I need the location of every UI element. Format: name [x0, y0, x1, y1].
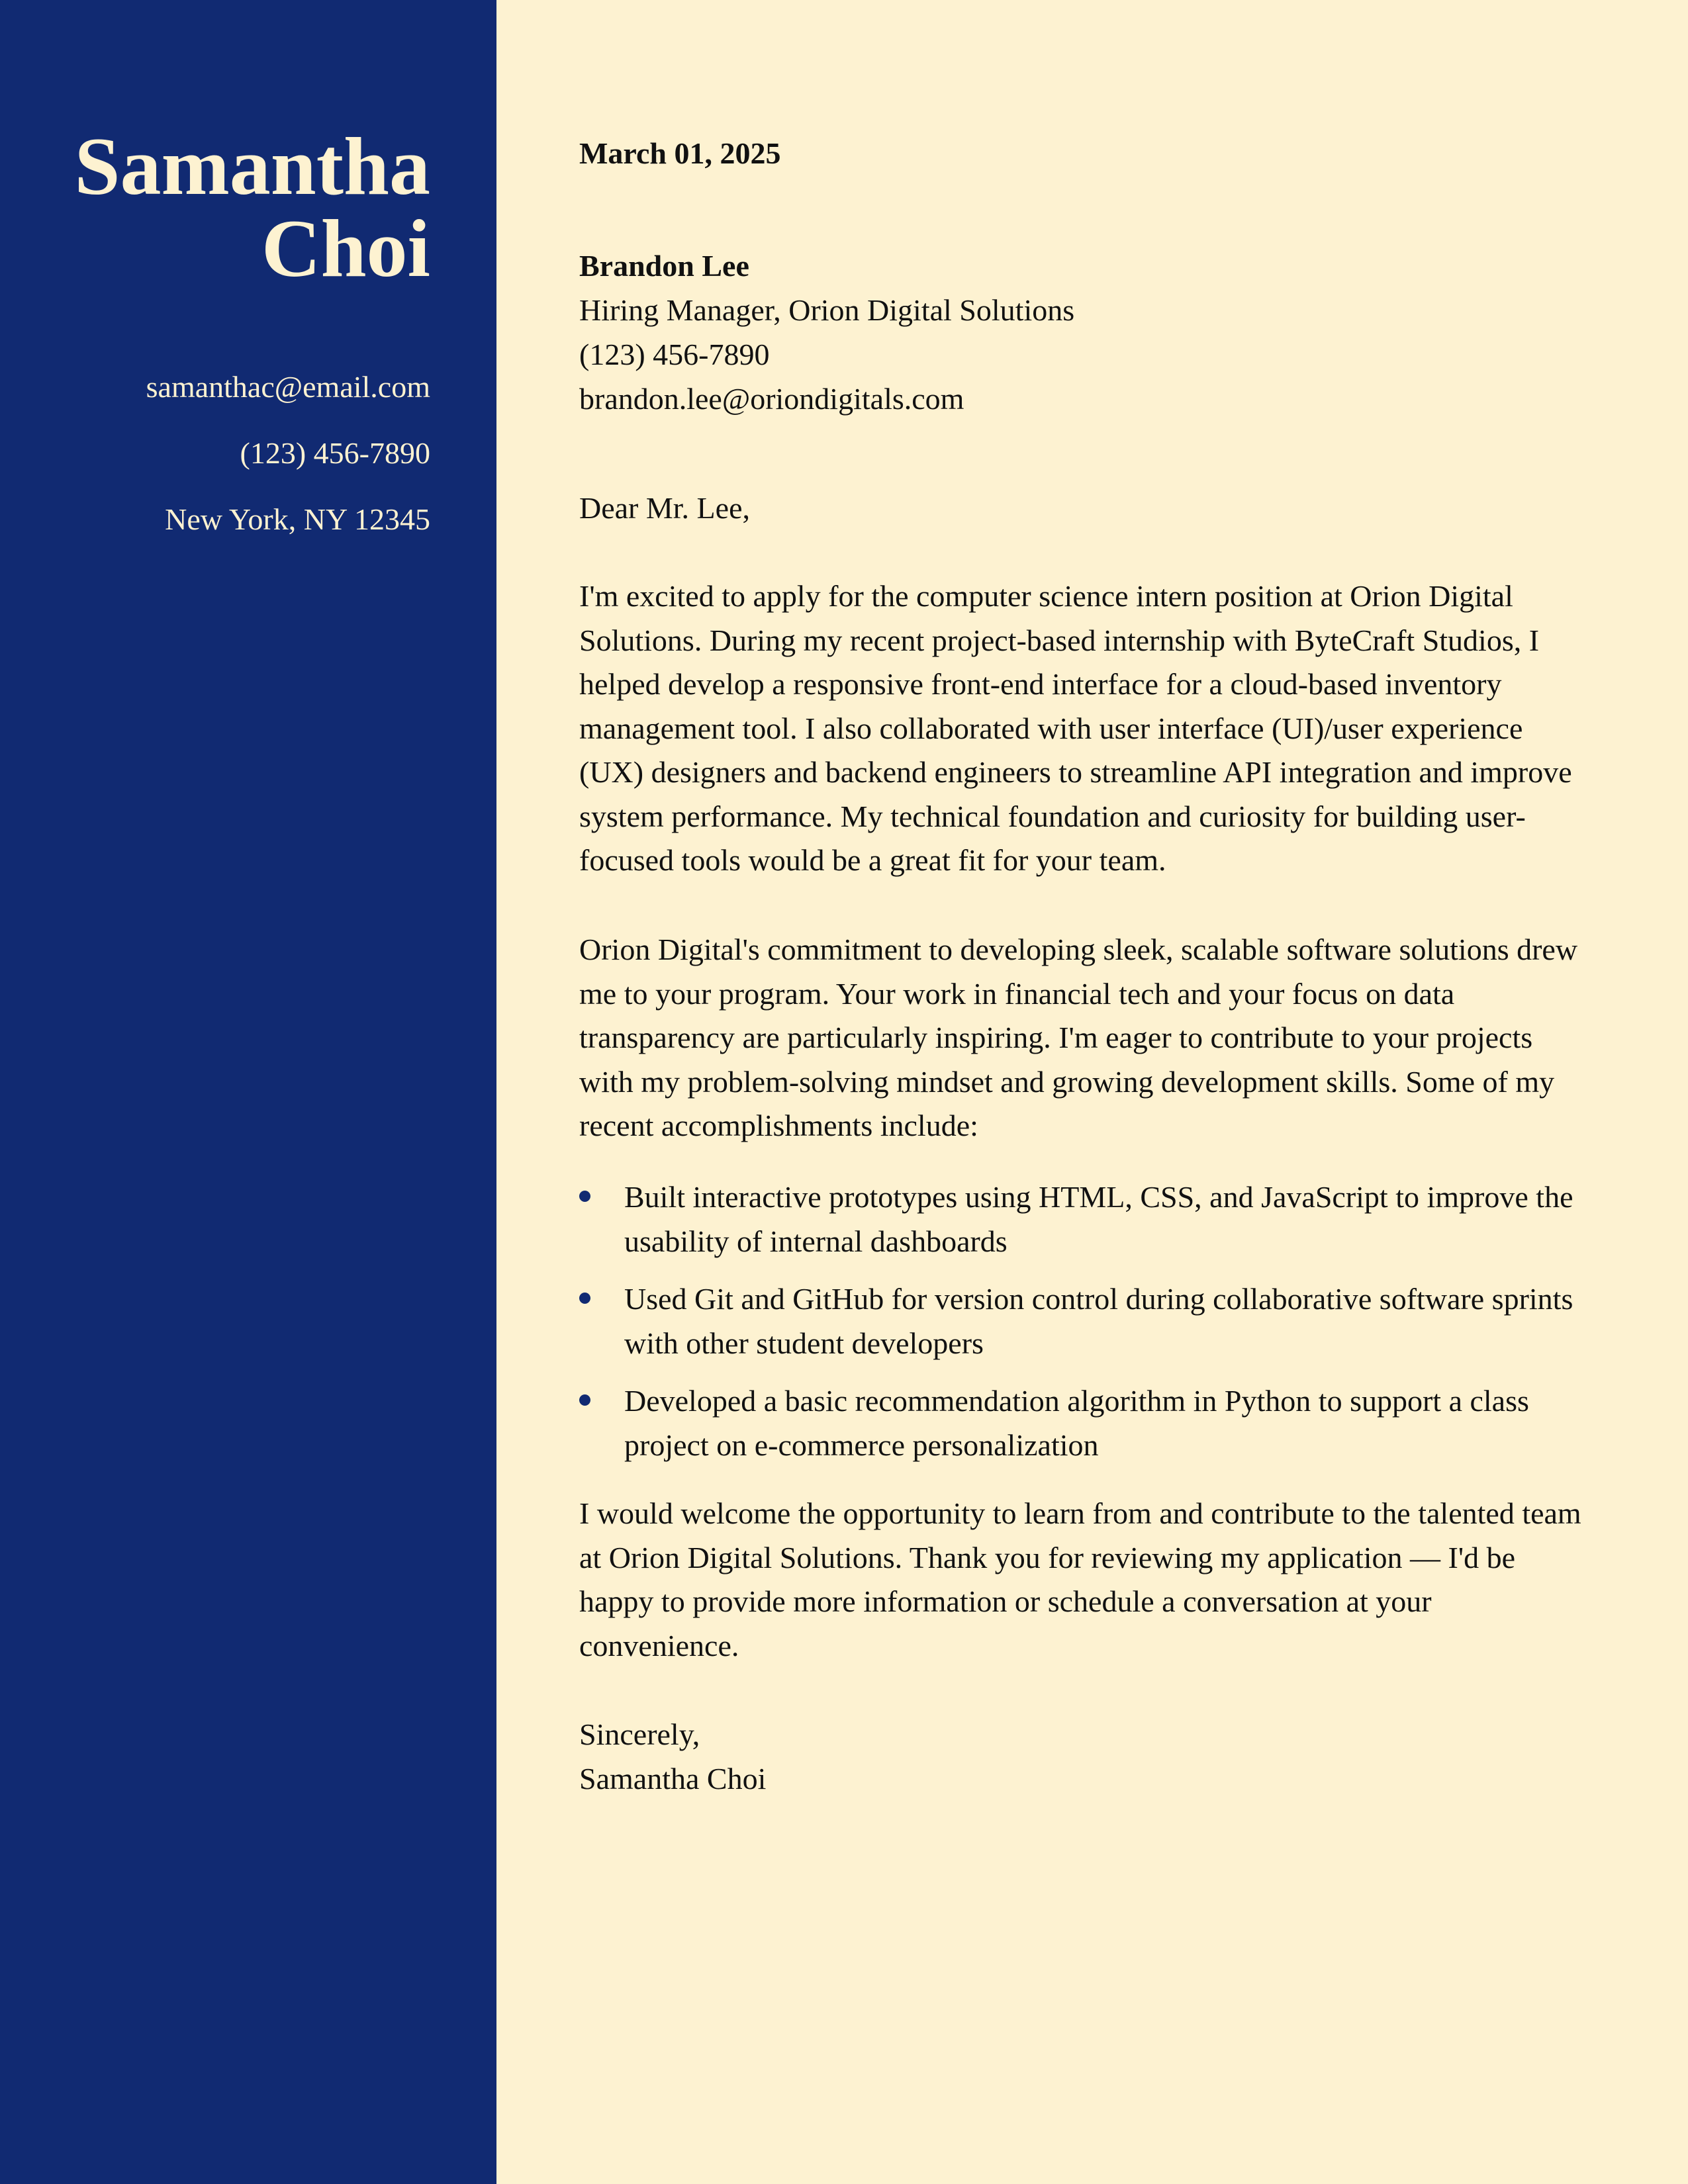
signoff-block	[579, 1713, 1592, 1801]
accomplishment-text: Developed a basic recommendation algorithm in Python to support a class project on e-commerce personalization	[624, 1384, 1529, 1462]
applicant-first-name: Samantha	[74, 121, 430, 212]
list-item	[579, 1277, 1592, 1365]
recipient-block	[579, 244, 1592, 421]
salutation: Dear Mr. Lee,	[579, 491, 750, 525]
applicant-last-name: Choi	[261, 203, 430, 294]
closing: Sincerely,	[579, 1717, 700, 1751]
bullet-icon	[579, 1394, 590, 1406]
sidebar	[0, 0, 496, 2184]
recipient-title: Hiring Manager, Orion Digital Solutions	[579, 293, 1075, 327]
paragraph-motivation: Orion Digital's commitment to developing sleek, scalable software solutions drew me to your program. Your work in financial tech and your focus on data transparency are particularly inspiring. I'm eager to contribute to your projects with my problem-solving mindset and growing development skills. Some of my recent accomplishments include:	[579, 933, 1578, 1142]
bullet-icon	[579, 1191, 590, 1202]
applicant-email[interactable]: samanthac@email.com	[146, 370, 430, 404]
applicant-name	[20, 121, 430, 294]
bullet-icon	[579, 1293, 590, 1304]
paragraph-closing: I would welcome the opportunity to learn from and contribute to the talented team at Orion Digital Solutions. Thank you for reviewing my application — I'd be happy to provide more information or schedule a conversation at your convenience.	[579, 1496, 1581, 1662]
recipient-phone: (123) 456-7890	[579, 338, 770, 371]
applicant-phone: (123) 456-7890	[240, 436, 430, 470]
list-item	[579, 1379, 1592, 1467]
accomplishment-text: Used Git and GitHub for version control during collaborative software sprints with other student developers	[624, 1282, 1573, 1360]
paragraph-intro: I'm excited to apply for the computer science intern position at Orion Digital Solutions. During my recent project-based internship with ByteCraft Studios, I helped develop a responsive front-end interface for a cloud-based inventory management tool. I also collaborated with user interface (UI)/user experience (UX) designers and backend engineers to streamline API integration and improve system performance. My technical foundation and curiosity for building user-focused tools would be a great fit for your team.	[579, 579, 1572, 877]
accomplishments-list	[579, 1175, 1592, 1481]
applicant-location: New York, NY 12345	[165, 502, 430, 536]
letter-date: March 01, 2025	[579, 136, 781, 170]
recipient-name: Brandon Lee	[579, 249, 749, 283]
accomplishment-text: Built interactive prototypes using HTML, CSS, and JavaScript to improve the usability of internal dashboards	[624, 1180, 1573, 1258]
list-item	[579, 1175, 1592, 1263]
signature: Samantha Choi	[579, 1761, 767, 1796]
recipient-email[interactable]: brandon.lee@oriondigitals.com	[579, 382, 964, 416]
